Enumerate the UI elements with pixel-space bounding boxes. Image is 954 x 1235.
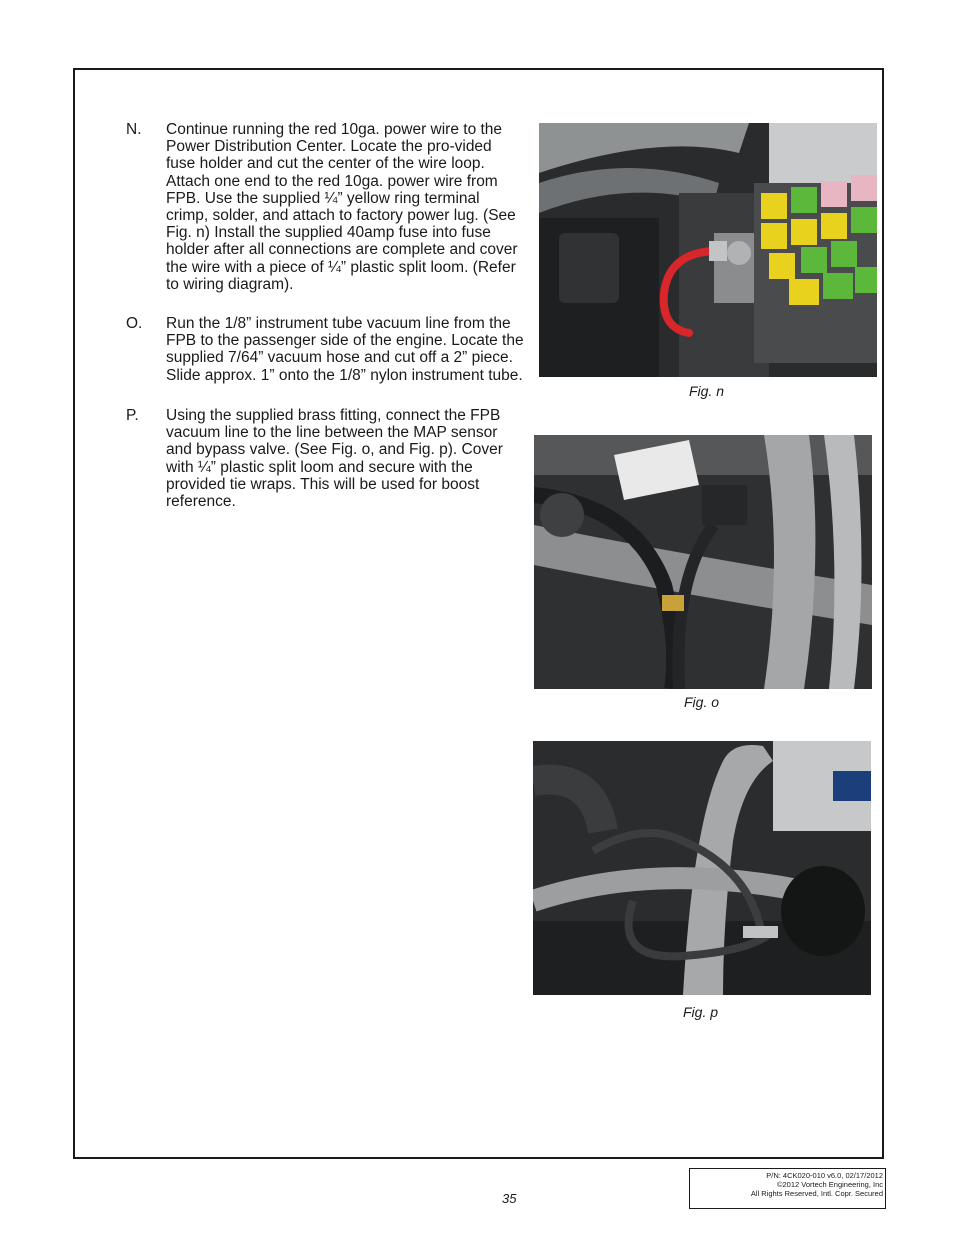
copyright-box bbox=[689, 1168, 886, 1209]
step-letter: P. bbox=[126, 407, 139, 424]
figure-n-photo bbox=[539, 123, 877, 377]
copyright-line: ©2012 Vortech Engineering, Inc bbox=[776, 1180, 883, 1189]
figure-p-photo bbox=[533, 741, 871, 995]
step-text: Continue running the red 10ga. power wire to the Power Distribution Center. Locate the pro-vided fuse holder and cut the center of the wire loop. Attach one end to the red 10ga. power wire from FPB. Use the supplied ¼” yellow ring terminal crimp, solder, and attach to factory power lug. (See Fig. n) Install the supplied 40amp fuse into fuse holder after all connections are complete and cover the wire with a piece of ¼” plastic split loom. (Refer to wiring diagram). bbox=[166, 121, 518, 293]
rights-line: All Rights Reserved, Intl. Copr. Secured bbox=[750, 1189, 883, 1198]
step-text: Using the supplied brass fitting, connect the FPB vacuum line to the line between the MAP sensor and bypass valve. (See Fig. o, and Fig. p). Cover with ¼” plastic split loom and secure with the provided tie wraps. This will be used for boost reference. bbox=[166, 407, 503, 511]
figure-n-caption: Fig. n bbox=[689, 383, 725, 399]
figure-o-caption: Fig. o bbox=[684, 694, 720, 710]
figure-o-photo bbox=[534, 435, 872, 689]
step-text: Run the 1/8” instrument tube vacuum line from the FPB to the passenger side of the engine. Locate the supplied 7/64” vacuum hose and cut off a 2” piece. Slide approx. 1” onto the 1/8” nylon instrument tube. bbox=[166, 315, 524, 384]
part-number: P/N: 4CK020-010 v6.0, 02/17/2012 bbox=[766, 1171, 883, 1180]
step-letter: O. bbox=[126, 315, 143, 332]
step-letter: N. bbox=[126, 121, 142, 138]
page-number: 35 bbox=[502, 1191, 517, 1206]
figure-p-caption: Fig. p bbox=[683, 1004, 719, 1020]
